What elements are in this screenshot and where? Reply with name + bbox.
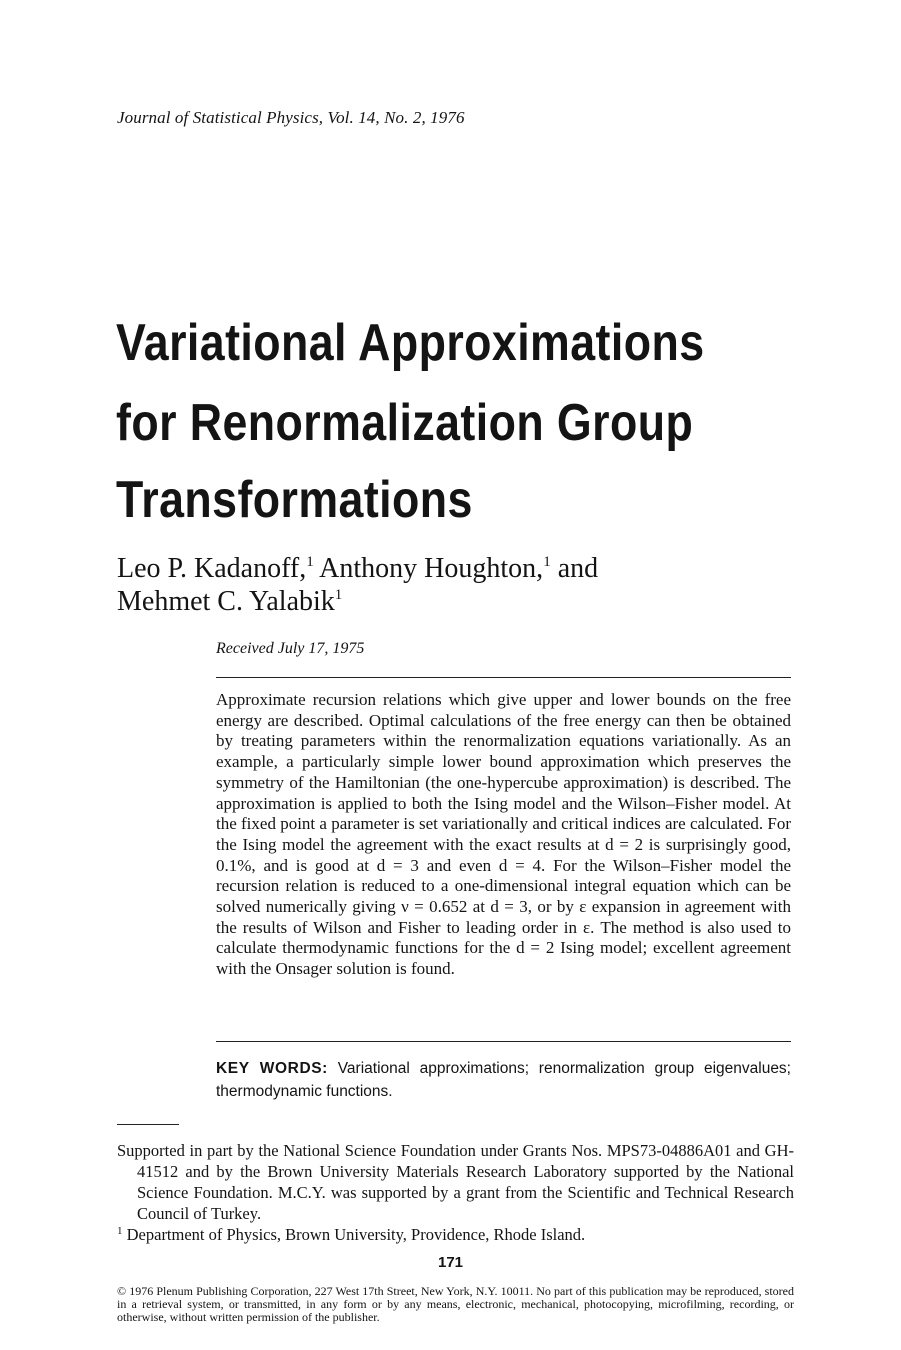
title-line-1: Variational Approximations <box>116 314 705 372</box>
received-date: Received July 17, 1975 <box>216 640 365 657</box>
abstract-text: Approximate recursion relations which give upper and lower bounds on the free energy are described. Optimal calculations of the free energy can then be obtained by treating parameters within the renormalization equations variationally. As an example, a particularly simple lower bound approximation which preserves the symmetry of the Hamiltonian (the one-hypercube approximation) is described. The approximation is applied to both the Ising model and the Wilson–Fisher model. At the fixed point a parameter is set variationally and critical indices are calculated. For the Ising model the agreement with the exact results at d = 2 is surprisingly good, 0.1%, and is good at d = 3 and even d = 4. For the Wilson–Fisher model the recursion relation is reduced to a one-dimensional integral equation which can be solved numerically giving ν = 0.652 at d = 3, or by ε expansion in agreement with the results of Wilson and Fisher to leading order in ε. The method is also used to calculate thermodynamic functions for the d = 2 Ising model; excellent agreement with the Onsager solution is found. <box>216 690 791 979</box>
affiliation-footnote <box>117 1224 794 1245</box>
authors-line-1 <box>117 553 598 585</box>
title-line-2: for Renormalization Group <box>116 394 694 452</box>
author-kadanoff: Leo P. Kadanoff, <box>117 553 307 584</box>
affiliation-footnote-mark: 1 <box>117 1225 123 1237</box>
keywords <box>216 1057 791 1103</box>
author-yalabik: Mehmet C. Yalabik <box>117 586 335 617</box>
journal-citation: Journal of Statistical Physics, Vol. 14, No. 2, 1976 <box>117 108 465 127</box>
authors-line-2 <box>117 586 342 618</box>
author-houghton: Anthony Houghton, <box>313 553 544 584</box>
author-conjunction: and <box>550 553 599 584</box>
affiliation-footnote-text: Department of Physics, Brown University, Providence, Rhode Island. <box>122 1225 586 1244</box>
abstract-top-rule <box>216 677 791 678</box>
footnotes <box>117 1140 794 1245</box>
support-footnote: Supported in part by the National Science Foundation under Grants Nos. MPS73-04886A01 and GH-41512 and by the Brown University Materials Research Laboratory supported by the National Science Foundation. M.C.Y. was supported by a grant from the Scientific and Technical Research Council of Turkey. <box>117 1141 794 1223</box>
footnote-rule <box>117 1124 179 1125</box>
page-number: 171 <box>437 1254 464 1271</box>
keywords-text: Variational approximations; renormalization group eigenvalues; thermodynamic functions. <box>216 1060 791 1100</box>
affiliation-mark: 1 <box>306 554 314 570</box>
affiliation-mark: 1 <box>543 554 551 570</box>
title-line-3: Transformations <box>116 471 473 529</box>
abstract-bottom-rule <box>216 1041 791 1042</box>
affiliation-mark: 1 <box>334 587 343 603</box>
copyright-notice: © 1976 Plenum Publishing Corporation, 227 West 17th Street, New York, N.Y. 10011. No part of this publication may be reproduced, stored in a retrieval system, or transmitted, in any form or by any means, electronic, mechanical, photocopying, microfilming, recording, or otherwise, without written permission of the publisher. <box>117 1284 794 1324</box>
keywords-label: KEY WORDS: <box>216 1060 328 1077</box>
